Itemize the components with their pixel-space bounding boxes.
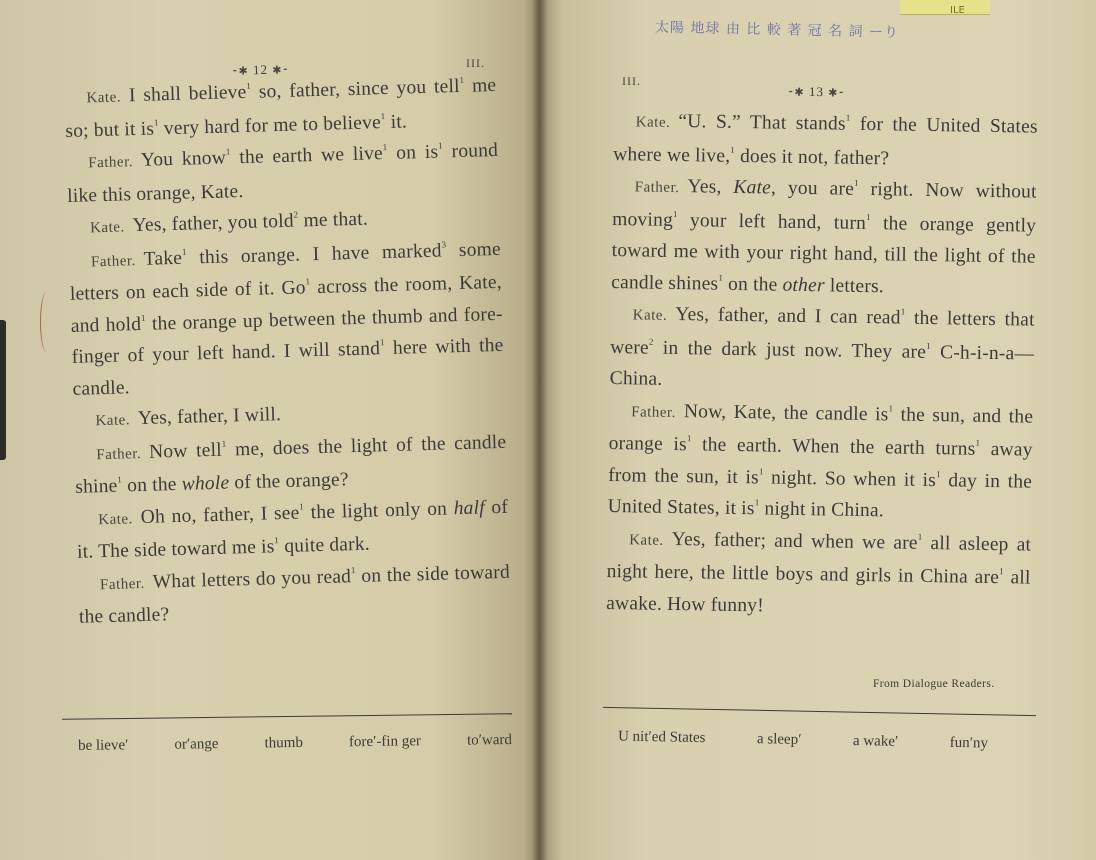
dialogue-paragraph xyxy=(611,170,1037,305)
footnote-marker: 1 xyxy=(299,500,305,512)
right-page-number: 13 xyxy=(808,83,825,100)
ornament-icon: ✱⁃ xyxy=(272,64,290,77)
dialogue-text: Yes, father, I will. xyxy=(137,404,282,430)
vocabulary-word: a sleep′ xyxy=(756,731,802,748)
vocabulary-word: thumb xyxy=(264,734,304,752)
book-tab-marker xyxy=(0,320,6,460)
speaker-name: Kate. xyxy=(95,412,131,430)
left-page-text xyxy=(64,70,511,633)
footnote-marker: 1 xyxy=(754,497,760,508)
dialogue-text: on the xyxy=(121,473,183,497)
dialogue-text: me so; but it is xyxy=(65,74,497,142)
dialogue-text: I shall believe xyxy=(128,81,247,107)
footnote-marker: 1 xyxy=(437,140,443,151)
footnote-marker: 1 xyxy=(730,144,736,155)
dialogue-text: does it not, father? xyxy=(734,145,890,169)
footnote-marker: 1 xyxy=(379,337,385,348)
ornament-icon: ⁃✱ xyxy=(231,65,249,78)
footnote-marker: 1 xyxy=(117,474,123,485)
dialogue-text: “U. S.” That stands xyxy=(678,111,846,135)
footnote-marker: 2 xyxy=(648,336,654,347)
dialogue-text: away from the sun, it is xyxy=(608,438,1033,488)
dialogue-text: the light only on xyxy=(303,497,454,523)
dialogue-text: me, does the light of the candle shine xyxy=(75,431,507,498)
dialogue-text: quite dark. xyxy=(278,533,371,558)
footnote-marker: 1 xyxy=(854,177,859,188)
dialogue-text: the letters that were xyxy=(610,307,1035,359)
speaker-name: Kate. xyxy=(635,114,671,131)
speaker-name: Father. xyxy=(99,575,146,593)
dialogue-text: so, father, since you tell xyxy=(250,75,460,103)
sticky-note xyxy=(900,0,990,15)
footnote-marker: 1 xyxy=(274,535,280,546)
dialogue-text: me that. xyxy=(298,208,369,232)
vocabulary-word: fore′-fin ger xyxy=(348,733,422,751)
speaker-name: Kate. xyxy=(629,531,664,549)
dialogue-paragraph xyxy=(609,298,1034,401)
speaker-name: Kate. xyxy=(98,510,134,528)
dialogue-text: Now, Kate, the candle is xyxy=(683,400,889,425)
dialogue-text: night in China. xyxy=(759,498,885,522)
speaker-name: Father. xyxy=(631,403,677,421)
dialogue-paragraph xyxy=(69,233,505,404)
vocabulary-word: or′ange xyxy=(174,736,219,753)
dialogue-text: You know xyxy=(140,147,227,171)
footnote-marker: 1 xyxy=(686,433,692,444)
dialogue-text: Yes, xyxy=(687,176,734,198)
dialogue-text: it. xyxy=(385,110,408,133)
dialogue-text: of the orange? xyxy=(229,469,349,494)
dialogue-text: the orange gently toward me with your right hand, till the light of the candle shines xyxy=(611,212,1037,295)
right-page-text xyxy=(606,105,1038,626)
speaker-name: Kate. xyxy=(86,89,122,107)
dialogue-text: all asleep at night here, the little boys and girls in China are xyxy=(606,532,1032,589)
footnote-marker: 1 xyxy=(380,110,386,121)
dialogue-text: on is xyxy=(387,141,439,164)
dialogue-text: for the United States where we live, xyxy=(613,113,1038,167)
dialogue-paragraph xyxy=(607,394,1033,529)
ornament-icon: ⁃✱ xyxy=(787,86,805,99)
footnote-marker: 1 xyxy=(900,306,906,317)
dialogue-text: C-h-i-n-a—China. xyxy=(609,341,1035,390)
dialogue-text: letters. xyxy=(824,274,885,297)
right-lesson-number: III. xyxy=(622,74,641,88)
source-credit: From Dialogue Readers. xyxy=(873,678,995,690)
dialogue-text: the earth we live xyxy=(230,143,384,169)
vocabulary-word: U nit′ed States xyxy=(617,728,706,747)
ornament-icon: ✱⁃ xyxy=(828,87,846,100)
dialogue-text: the sun, and the orange is xyxy=(608,403,1034,456)
speaker-name: Father. xyxy=(90,252,136,270)
footnote-marker: 1 xyxy=(181,246,187,257)
italic-word: Kate xyxy=(733,176,772,199)
dialogue-text: Now tell xyxy=(148,439,223,463)
dialogue-text: some letters on each side of it. Go xyxy=(69,238,502,305)
footnote-marker: 1 xyxy=(999,566,1004,577)
italic-word: whole xyxy=(181,472,230,495)
dialogue-paragraph xyxy=(64,70,498,147)
dialogue-text: in the dark just now. They are xyxy=(653,337,927,363)
dialogue-text: here with the candle. xyxy=(72,334,504,400)
handwritten-note: 太陽 地球 由 比 較 著 冠 名 詞 ーり xyxy=(654,19,900,41)
dialogue-text: Take xyxy=(143,247,183,270)
dialogue-text: Yes, father, you told xyxy=(132,210,295,237)
italic-word: half xyxy=(453,496,486,519)
footnote-marker: 1 xyxy=(382,141,388,153)
dialogue-text: all awake. How funny! xyxy=(606,567,1031,616)
footnote-marker: 1 xyxy=(221,438,227,449)
footnote-marker: 3 xyxy=(441,238,447,250)
footnote-marker: 1 xyxy=(673,208,678,219)
speaker-name: Father. xyxy=(634,179,680,197)
dialogue-paragraph xyxy=(66,135,500,212)
vocabulary-word: be lieve′ xyxy=(77,737,129,755)
dialogue-text: Yes, father; and when we are xyxy=(671,528,918,554)
dialogue-text: round like this orange, Kate. xyxy=(66,139,499,207)
footnote-marker: 1 xyxy=(459,74,465,85)
footnote-marker: 1 xyxy=(350,564,356,575)
footnote-marker: 1 xyxy=(866,211,871,222)
dialogue-text: this orange. I have marked xyxy=(186,240,442,269)
dialogue-text: Oh no, father, I see xyxy=(140,502,300,528)
footnote-marker: 1 xyxy=(718,272,724,283)
footnote-marker: 1 xyxy=(888,402,894,413)
dialogue-paragraph xyxy=(74,426,508,503)
dialogue-text: across the room, Kate, and hold xyxy=(70,271,503,337)
dialogue-text: the earth. When the earth turns xyxy=(691,434,976,460)
dialogue-text: the orange up between the thumb and fore-finger of your left hand. I will stand xyxy=(71,303,503,368)
pencil-margin-mark xyxy=(40,292,53,352)
footnote-marker: 1 xyxy=(246,80,252,91)
left-page-number: 12 xyxy=(252,61,269,78)
footnote-marker: 2 xyxy=(293,209,299,220)
footnote-marker: 1 xyxy=(305,276,311,287)
dialogue-text: right. Now without moving xyxy=(612,178,1037,231)
vocabulary-word: a wake′ xyxy=(852,732,899,750)
footnote-marker: 1 xyxy=(758,465,764,476)
speaker-name: Kate. xyxy=(89,219,125,237)
dialogue-text: of it. The side toward me is xyxy=(76,496,509,563)
dialogue-paragraph xyxy=(76,491,510,568)
vocabulary-word: to′ward xyxy=(466,731,513,749)
left-lesson-number: III. xyxy=(466,56,485,70)
dialogue-text: , you are xyxy=(770,177,855,200)
dialogue-paragraph xyxy=(78,556,512,633)
italic-word: other xyxy=(782,274,825,296)
dialogue-paragraph xyxy=(613,105,1038,177)
footnote-marker: 1 xyxy=(936,468,941,479)
footnote-marker: 1 xyxy=(845,112,851,123)
footnote-marker: 1 xyxy=(917,531,923,542)
footnote-marker: 1 xyxy=(140,312,146,323)
speaker-name: Kate. xyxy=(632,307,668,324)
footnote-marker: 1 xyxy=(975,437,981,448)
dialogue-text: night. So when it is xyxy=(763,466,937,491)
dialogue-text: day in the United States, it is xyxy=(607,469,1033,520)
dialogue-text: Yes, father, and I can read xyxy=(675,303,901,329)
sticky-note-text: ILE xyxy=(950,5,965,16)
book-gutter xyxy=(532,0,548,860)
dialogue-text: your left hand, turn xyxy=(677,209,867,234)
dialogue-text: on the xyxy=(722,273,783,296)
speaker-name: Father. xyxy=(96,445,142,463)
dialogue-paragraph xyxy=(606,522,1031,625)
footnote-marker: 1 xyxy=(225,146,231,157)
dialogue-text: very hard for me to believe xyxy=(158,111,382,139)
dialogue-text: What letters do you read xyxy=(152,565,352,593)
dialogue-text: on the side toward the candle? xyxy=(78,561,511,628)
footnote-marker: 1 xyxy=(153,116,159,128)
speaker-name: Father. xyxy=(88,154,134,172)
footnote-marker: 1 xyxy=(926,340,931,351)
right-page-header xyxy=(788,84,845,101)
vocabulary-word: fun′ny xyxy=(949,734,989,752)
